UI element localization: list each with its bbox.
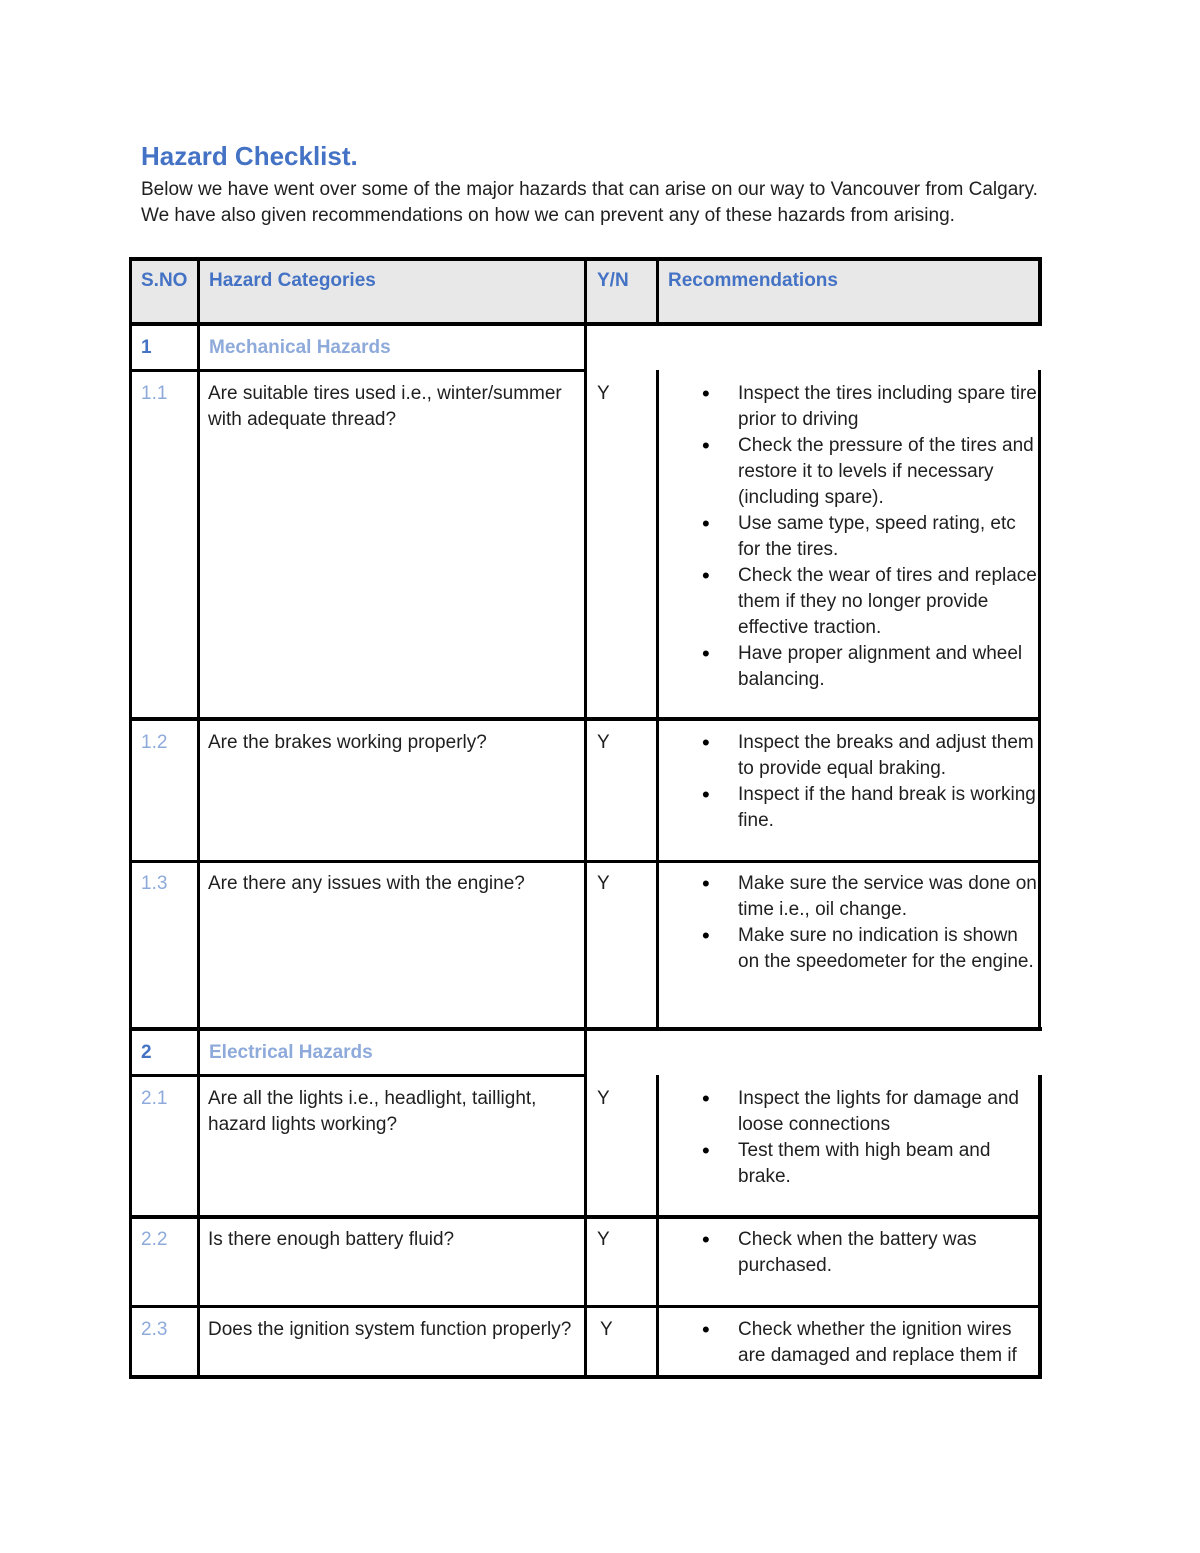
grid-line	[656, 257, 659, 326]
list-item: • Have proper alignment and wheel balancing.	[658, 641, 1038, 693]
row-question: Are suitable tires used i.e., winter/summer with adequate thread?	[208, 383, 562, 430]
table-border-right	[1038, 257, 1042, 326]
row-yn: Y	[597, 1088, 610, 1109]
row-yn: Y	[597, 383, 610, 404]
table-border-left	[129, 257, 132, 1379]
header-recommendations: Recommendations	[668, 270, 838, 291]
list-item: • Inspect the tires including spare tire prior to driving	[658, 381, 1038, 433]
row-recommendations	[658, 730, 1038, 834]
section-name: Mechanical Hazards	[209, 337, 391, 358]
row-number: 2.1	[141, 1088, 168, 1109]
row-number: 2.2	[141, 1229, 168, 1250]
row-recommendations	[658, 381, 1038, 693]
list-item: • Check the wear of tires and replace them if they no longer provide effective traction.	[658, 563, 1038, 641]
list-item: • Make sure the service was done on time i.e., oil change.	[658, 871, 1038, 923]
list-item: • Inspect if the hand break is working fine.	[658, 782, 1038, 834]
section-number: 1	[141, 337, 152, 358]
grid-line	[656, 1075, 659, 1379]
table-border-right	[1038, 370, 1041, 1031]
header-sno: S.NO	[141, 270, 188, 291]
row-recommendations	[658, 1227, 1038, 1279]
list-item: • Check whether the ignition wires are damaged and replace them if	[658, 1317, 1038, 1369]
row-yn: Y	[600, 1319, 613, 1340]
row-recommendations	[658, 1317, 1038, 1369]
list-item: • Check when the battery was purchased.	[658, 1227, 1038, 1279]
row-question: Does the ignition system function properly?	[208, 1319, 572, 1340]
row-number: 1.1	[141, 383, 168, 404]
row-number: 1.2	[141, 732, 168, 753]
grid-line	[584, 257, 587, 1379]
row-question: Are the brakes working properly?	[208, 732, 487, 753]
row-yn: Y	[597, 1229, 610, 1250]
row-question: Are all the lights i.e., headlight, taillight, hazard lights working?	[208, 1088, 537, 1135]
list-item: • Make sure no indication is shown on the speedometer for the engine.	[658, 923, 1038, 975]
row-recommendations	[658, 1086, 1038, 1190]
list-item: • Use same type, speed rating, etc for the tires.	[658, 511, 1038, 563]
header-yn: Y/N	[597, 270, 629, 291]
row-recommendations	[658, 871, 1038, 975]
header-category: Hazard Categories	[209, 270, 376, 291]
table-border-right	[1038, 1075, 1042, 1379]
row-number: 1.3	[141, 873, 168, 894]
row-question: Is there enough battery fluid?	[208, 1229, 455, 1250]
grid-line	[197, 257, 200, 1379]
list-item: • Check the pressure of the tires and restore it to levels if necessary (including spare).	[658, 433, 1038, 511]
section-name: Electrical Hazards	[209, 1042, 373, 1063]
list-item: • Inspect the lights for damage and loose connections	[658, 1086, 1038, 1138]
section-number: 2	[141, 1042, 152, 1063]
document-title: Hazard Checklist.	[141, 141, 358, 171]
intro-paragraph: Below we have went over some of the major hazards that can arise on our way to Vancouver from Calgary. We have also given recommendations on how we can prevent any of these hazards from arising.	[141, 179, 1038, 226]
grid-line	[656, 370, 659, 1031]
row-question: Are there any issues with the engine?	[208, 873, 525, 894]
row-yn: Y	[597, 873, 610, 894]
list-item: • Test them with high beam and brake.	[658, 1138, 1038, 1190]
row-number: 2.3	[141, 1319, 168, 1340]
row-yn: Y	[597, 732, 610, 753]
list-item: • Inspect the breaks and adjust them to provide equal braking.	[658, 730, 1038, 782]
